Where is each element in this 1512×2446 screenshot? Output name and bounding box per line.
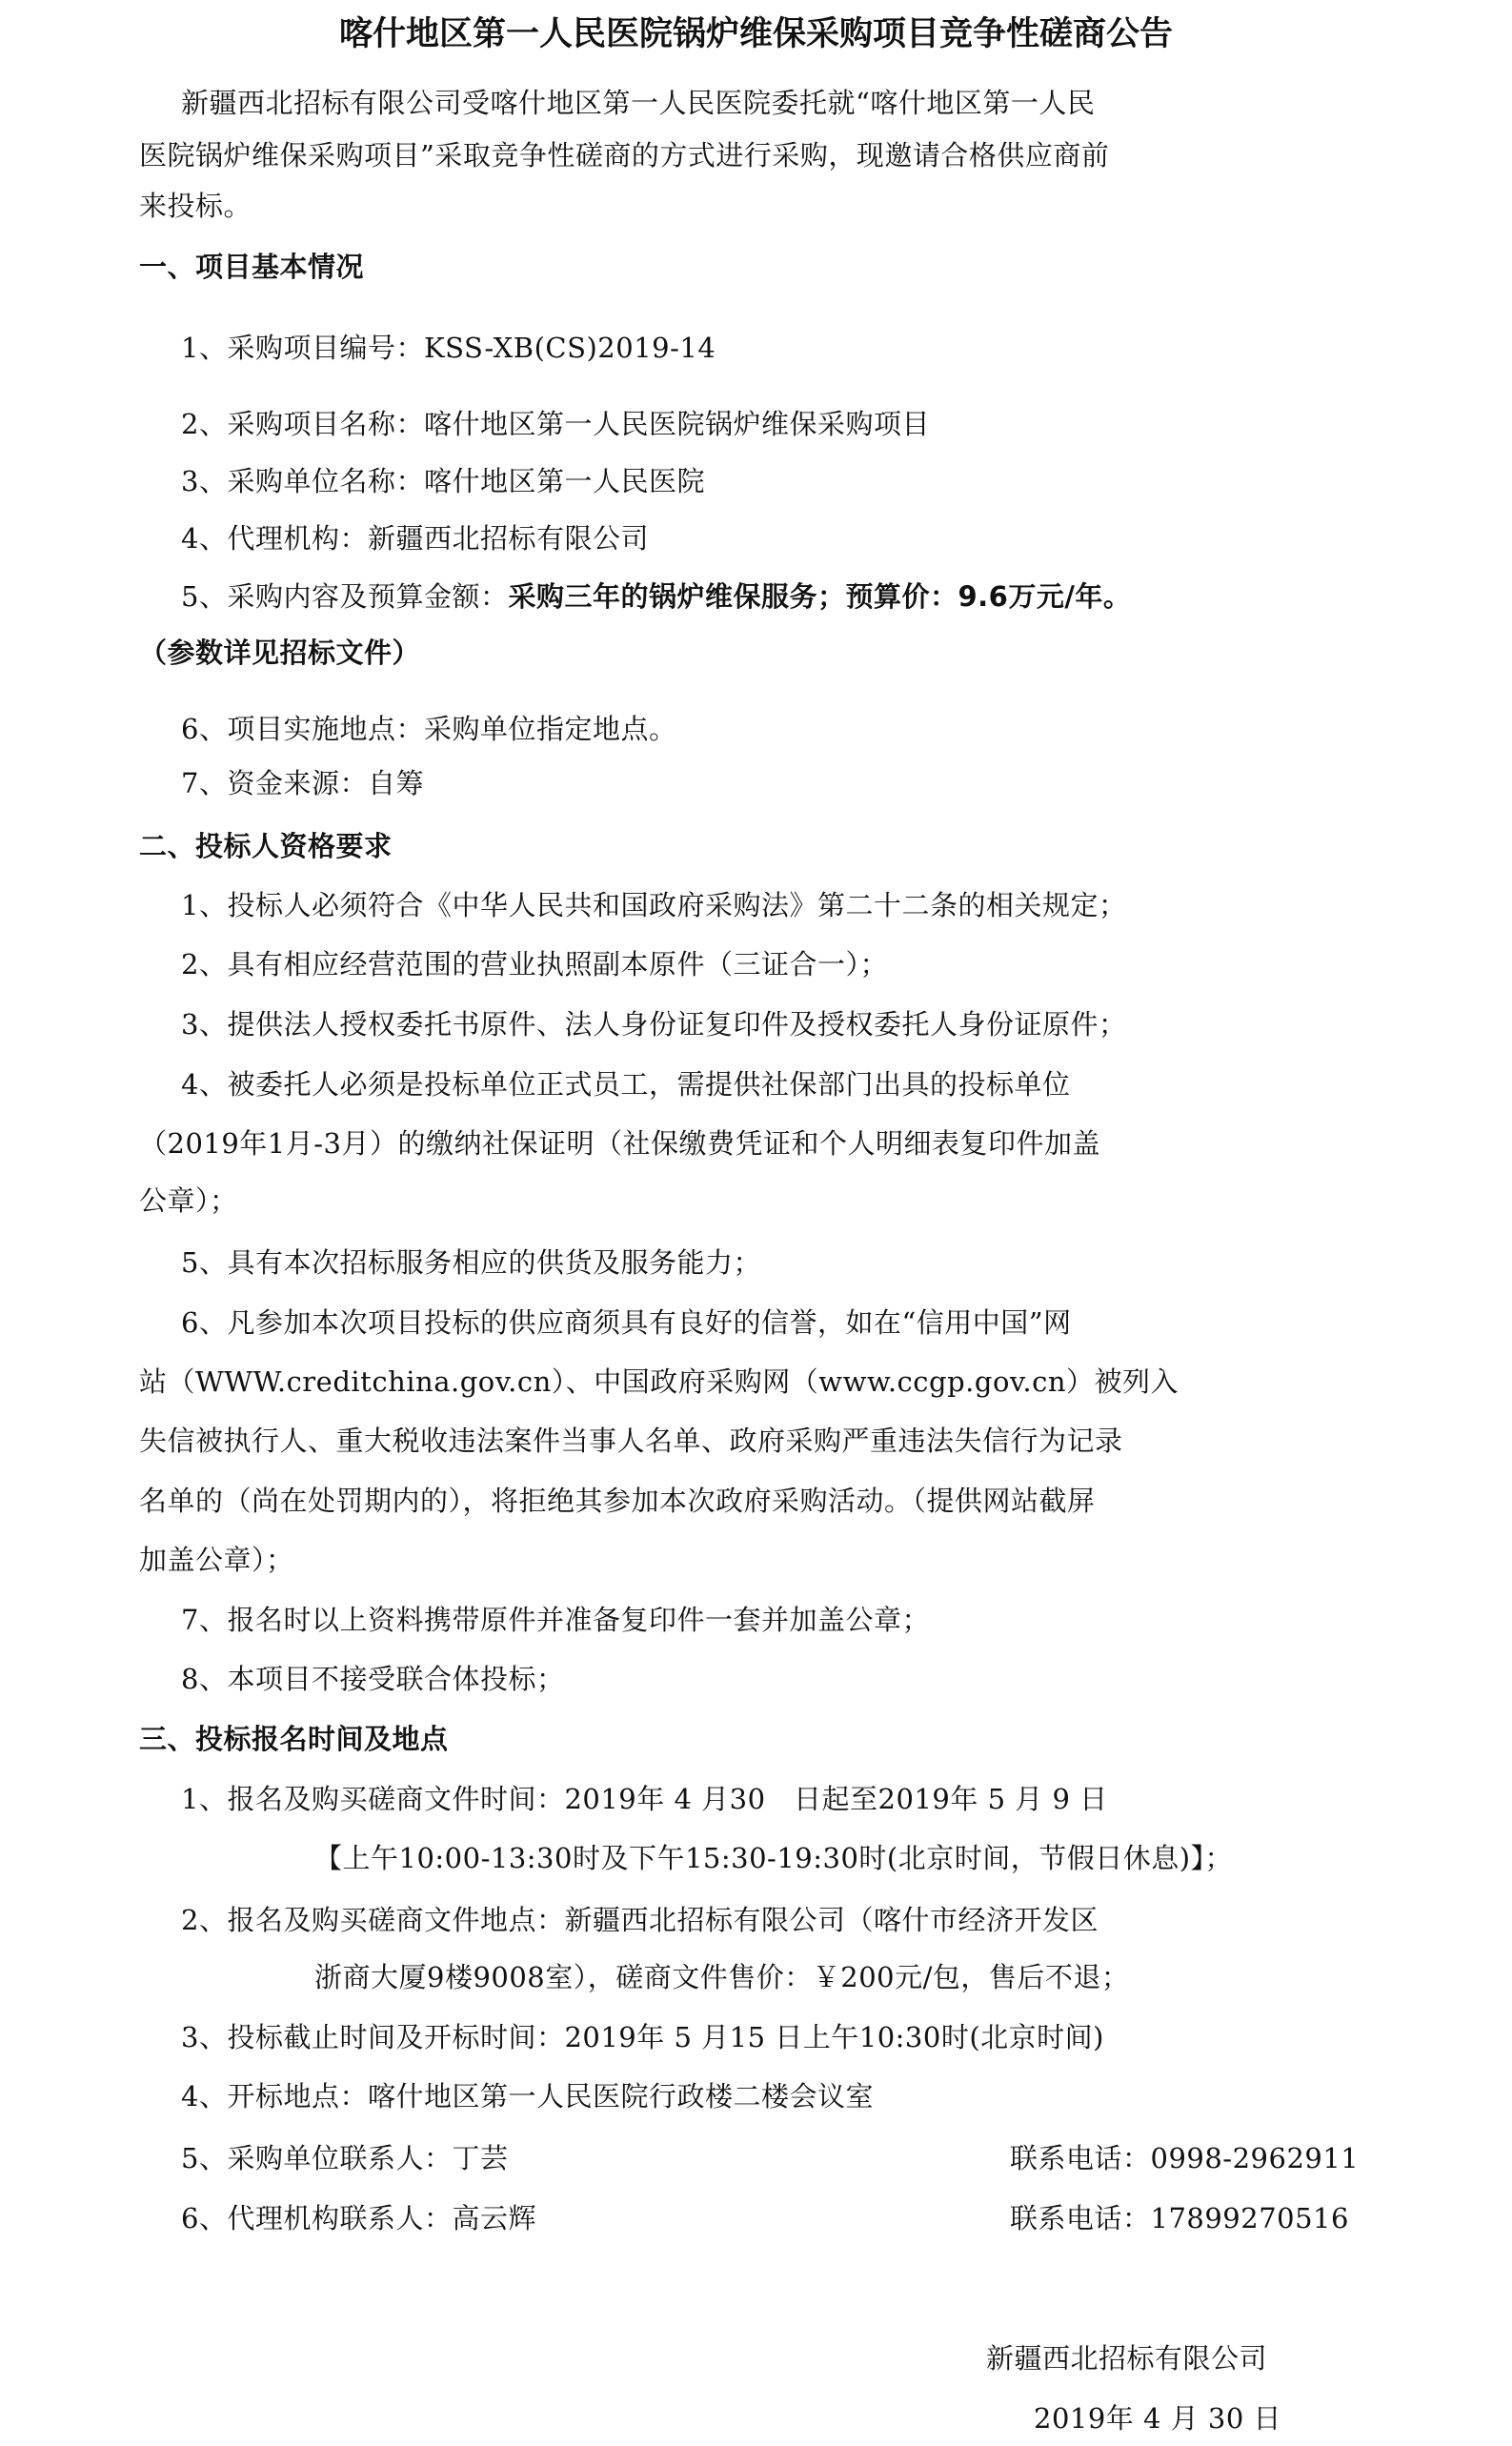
s2-item-2: 2、具有相应经营范围的营业执照副本原件（三证合一）； <box>181 948 888 980</box>
s3-item-2-cont: 浙商大厦9楼9008室），磋商文件售价：￥200元/包，售后不退； <box>314 1961 1130 1993</box>
section1-heading: 一、项目基本情况 <box>139 251 365 283</box>
intro-line-1: 新疆西北招标有限公司受喀什地区第一人民医院委托就“喀什地区第一人民 <box>181 87 1096 119</box>
section3-heading: 三、投标报名时间及地点 <box>139 1723 449 1755</box>
s2-item-3: 3、提供法人授权委托书原件、法人身份证复印件及授权委托人身份证原件； <box>181 1008 1127 1041</box>
intro-line-3: 来投标。 <box>139 190 252 222</box>
s2-item-6-line-2: 站（WWW.creditchina.gov.cn）、中国政府采购网（www.ccgp.gov.cn）被列入 <box>139 1365 1179 1398</box>
s1-item-5 <box>181 577 1131 616</box>
s2-item-8: 8、本项目不接受联合体投标； <box>181 1663 565 1695</box>
s3-item-6-phone: 联系电话：17899270516 <box>1010 2202 1349 2234</box>
signature-company: 新疆西北招标有限公司 <box>986 2342 1268 2375</box>
s2-item-6-line-5: 加盖公章）； <box>139 1544 294 1576</box>
section2-heading: 二、投标人资格要求 <box>139 830 393 862</box>
s1-item-5-budget: 采购三年的锅炉维保服务；预算价：9.6万元/年。 <box>508 580 1132 613</box>
s1-item-5-cont: （参数详见招标文件） <box>139 637 421 669</box>
s2-item-4-line-2: （2019年1月-3月）的缴纳社保证明（社保缴费凭证和个人明细表复印件加盖 <box>139 1127 1101 1160</box>
s3-item-4: 4、开标地点：喀什地区第一人民医院行政楼二楼会议室 <box>181 2080 874 2112</box>
s2-item-1: 1、投标人必须符合《中华人民共和国政府采购法》第二十二条的相关规定； <box>181 889 1127 921</box>
s3-item-5 <box>181 2139 1372 2177</box>
s3-item-5-contact: 5、采购单位联系人：丁芸 <box>181 2142 509 2174</box>
s2-item-4-line-1: 4、被委托人必须是投标单位正式员工，需提供社保部门出具的投标单位 <box>181 1068 1071 1101</box>
s3-item-6 <box>181 2199 1372 2237</box>
s2-item-6-line-3: 失信被执行人、重大税收违法案件当事人名单、政府采购严重违法失信行为记录 <box>139 1425 1123 1457</box>
s1-item-4: 4、代理机构：新疆西北招标有限公司 <box>181 522 649 555</box>
s3-item-1-cont: 【上午10:00-13:30时及下午15:30-19:30时(北京时间，节假日休息)】； <box>314 1842 1234 1874</box>
s1-item-7: 7、资金来源：自筹 <box>181 767 424 799</box>
s3-item-5-phone: 联系电话：0998-2962911 <box>1010 2142 1360 2174</box>
s2-item-7: 7、报名时以上资料携带原件并准备复印件一套并加盖公章； <box>181 1604 930 1636</box>
s3-item-3: 3、投标截止时间及开标时间：2019年 5 月15 日上午10:30时(北京时间) <box>181 2021 1104 2053</box>
s2-item-6-line-4: 名单的（尚在处罚期内的），将拒绝其参加本次政府采购活动。（提供网站截屏 <box>139 1485 1096 1517</box>
s1-item-2: 2、采购项目名称：喀什地区第一人民医院锅炉维保采购项目 <box>181 408 930 440</box>
s2-item-4-line-3: 公章）； <box>139 1184 238 1217</box>
s1-item-1: 1、采购项目编号：KSS-XB(CS)2019-14 <box>181 332 716 364</box>
s3-item-1: 1、报名及购买磋商文件时间：2019年 4 月30 日起至2019年 5 月 9 日 <box>181 1783 1108 1815</box>
s3-item-2: 2、报名及购买磋商文件地点：新疆西北招标有限公司（喀什市经济开发区 <box>181 1904 1099 1936</box>
s1-item-5-label: 5、采购内容及预算金额： <box>181 580 509 613</box>
document-title: 喀什地区第一人民医院锅炉维保采购项目竞争性磋商公告 <box>338 15 1173 53</box>
s2-item-5: 5、具有本次招标服务相应的供货及服务能力； <box>181 1246 761 1279</box>
s3-item-6-contact: 6、代理机构联系人：高云辉 <box>181 2202 536 2234</box>
s1-item-3: 3、采购单位名称：喀什地区第一人民医院 <box>181 465 705 497</box>
s1-item-6: 6、项目实施地点：采购单位指定地点。 <box>181 713 677 745</box>
s2-item-6-line-1: 6、凡参加本次项目投标的供应商须具有良好的信誉，如在“信用中国”网 <box>181 1306 1072 1339</box>
intro-line-2: 医院锅炉维保采购项目”采取竞争性磋商的方式进行采购，现邀请合格供应商前 <box>139 139 1110 172</box>
signature-date: 2019年 4 月 30 日 <box>1034 2402 1282 2435</box>
